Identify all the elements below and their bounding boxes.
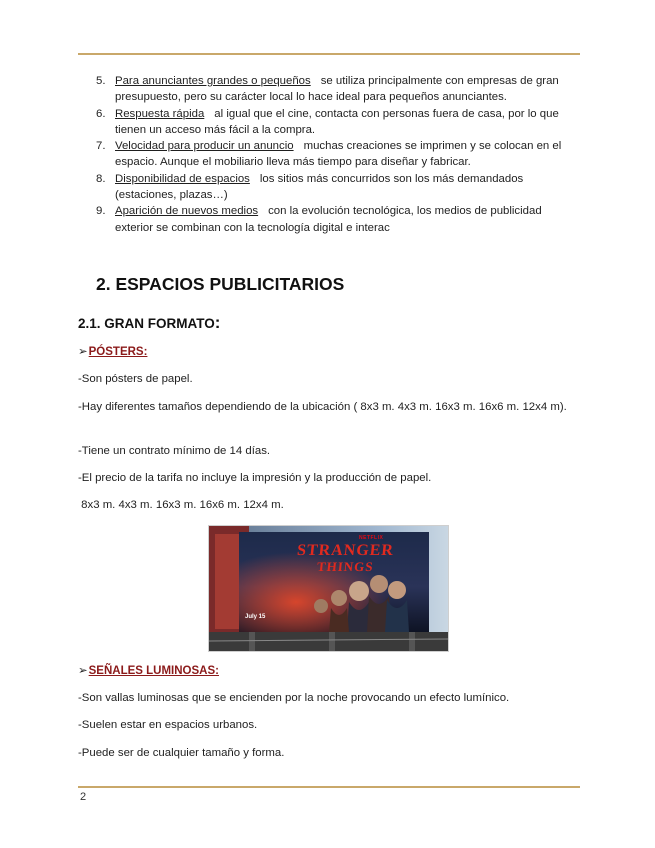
billboard-title-line2: THINGS (316, 559, 375, 574)
numbered-list (78, 73, 578, 236)
billboard-brand: NETFLIX (359, 535, 384, 541)
paragraph: -Son vallas luminosas que se encienden por la noche provocando un efecto lumínico. (78, 692, 510, 704)
paragraph: -Puede ser de cualquier tamaño y forma. (78, 747, 285, 759)
paragraph: -Son pósters de papel. (78, 373, 193, 385)
paragraph: -Tiene un contrato mínimo de 14 días. (78, 445, 271, 457)
section-heading: 2. ESPACIOS PUBLICITARIOS (96, 274, 345, 294)
list-number: 7. (96, 140, 106, 153)
list-number: 6. (96, 107, 106, 120)
luminosas-heading (78, 663, 219, 677)
list-text: los sitios más concurridos son los más demandados (estaciones, plazas…) (115, 172, 524, 202)
list-text: muchas creaciones se imprimen y se colocan en el espacio. Aunque el mobiliario lleva más tiempo para diseñar y fabricar. (115, 140, 562, 169)
list-term: Disponibilidad de espacios (115, 172, 250, 185)
footer-rule (78, 786, 580, 788)
subsection-heading-colon: : (214, 313, 221, 332)
header-rule (78, 53, 580, 55)
billboard-photo (208, 525, 449, 652)
billboard-title-line1: STRANGER (296, 542, 395, 559)
list-text: con la evolución tecnológica, los medios de publicidad exterior se combinan con la tecnología digital e interac (115, 205, 542, 234)
subsection-heading-text: 2.1. GRAN FORMATO (78, 316, 215, 331)
list-item (78, 203, 578, 236)
list-item (78, 138, 578, 171)
paragraph: -El precio de la tarifa no incluye la impresión y la producción de papel. (78, 472, 432, 484)
list-item (78, 73, 578, 106)
list-number: 5. (96, 75, 106, 87)
list-text: se utiliza principalmente con empresas de gran presupuesto, pero su carácter local lo hace ideal para pequeños anunciantes. (115, 75, 559, 104)
list-term: Aparición de nuevos medios (115, 205, 259, 218)
billboard-date: July 15 (245, 614, 266, 620)
list-term: Velocidad para producir un anuncio (115, 140, 294, 153)
posters-heading-label: PÓSTERS: (88, 346, 148, 358)
list-text: al igual que el cine, contacta con personas fuera de casa, por lo que tienen un acceso más fácil a la compra. (115, 107, 559, 136)
list-term: Respuesta rápida (115, 107, 205, 120)
list-item (78, 106, 578, 139)
arrow-bullet-icon: ➢ (78, 346, 88, 358)
posters-heading (78, 344, 147, 358)
subsection-heading (78, 313, 220, 333)
paragraph: -Hay diferentes tamaños dependiendo de la ubicación ( 8x3 m. 4x3 m. 16x3 m. 16x6 m. 12x4 m). (78, 401, 567, 413)
page-number: 2 (80, 791, 87, 803)
list-term: Para anunciantes grandes o pequeños (115, 75, 311, 87)
list-number: 9. (96, 205, 106, 218)
arrow-bullet-icon: ➢ (78, 665, 88, 677)
paragraph: 8x3 m. 4x3 m. 16x3 m. 16x6 m. 12x4 m. (78, 499, 284, 511)
list-number: 8. (96, 172, 106, 185)
list-item (78, 171, 578, 204)
luminosas-heading-label: SEÑALES LUMINOSAS: (88, 665, 219, 677)
paragraph: -Suelen estar en espacios urbanos. (78, 719, 258, 731)
